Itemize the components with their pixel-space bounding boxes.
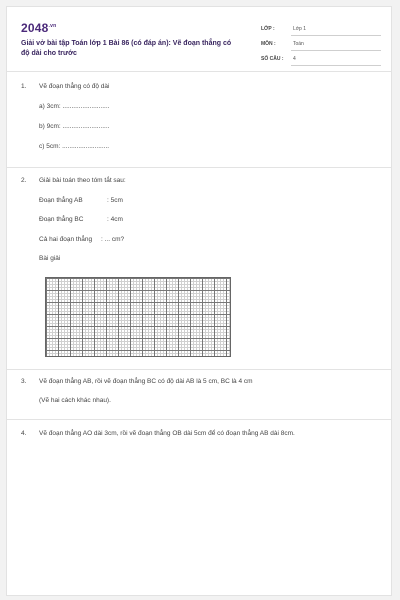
worksheet-header (21, 19, 381, 67)
question-number: 1. (21, 83, 27, 90)
meta-underline (291, 65, 381, 66)
question-text: Vẽ đoạn thẳng AB, rồi vẽ đoạn thẳng BC có độ dài AB là 5 cm, BC là 4 cm (39, 378, 253, 385)
meta-value: 4 (293, 56, 296, 62)
meta-row-subject (261, 38, 381, 53)
meta-underline (291, 35, 381, 36)
meta-label: LỚP : (261, 26, 275, 32)
question-note: (Vẽ hai cách khác nhau). (39, 397, 111, 404)
summary-value: : 5cm (107, 197, 123, 204)
site-logo[interactable] (21, 21, 56, 35)
question-number: 4. (21, 430, 27, 437)
answer-line-a: a) 3cm: .......................... (39, 103, 110, 110)
summary-value: : ... cm? (101, 236, 125, 243)
section-divider (7, 167, 391, 168)
header-divider (7, 71, 391, 72)
summary-label: Cả hai đoạn thẳng (39, 236, 93, 243)
meta-row-class (261, 23, 381, 38)
answer-line-b: b) 9cm: .......................... (39, 123, 110, 130)
section-divider (7, 419, 391, 420)
meta-value: Toán (293, 41, 304, 47)
logo-text: 2048 (21, 21, 49, 35)
meta-row-count (261, 53, 381, 68)
question-text: Giải bài toán theo tóm tắt sau: (39, 177, 126, 184)
section-divider (7, 369, 391, 370)
meta-label: SỐ CÂU : (261, 56, 284, 62)
meta-value: Lớp 1 (293, 26, 307, 32)
summary-label: Đoạn thẳng AB (39, 197, 83, 204)
meta-underline (291, 50, 381, 51)
summary-value: : 4cm (107, 216, 123, 223)
answer-grid (45, 277, 231, 357)
question-text: Vẽ đoạn thẳng có độ dài (39, 83, 110, 90)
solution-label: Bài giải (39, 255, 61, 262)
answer-line-c: c) 5cm: .......................... (39, 143, 110, 150)
question-text: Vẽ đoạn thẳng AO dài 3cm, rồi vẽ đoạn thẳng OB dài 5cm để có đoạn thẳng AB dài 8cm. (39, 430, 295, 437)
question-number: 3. (21, 378, 27, 385)
worksheet-title: Giải vở bài tập Toán lớp 1 Bài 86 (có đáp án): Vẽ đoạn thẳng có độ dài cho trước (21, 40, 232, 57)
meta-panel (261, 23, 381, 68)
question-number: 2. (21, 177, 27, 184)
summary-label: Đoạn thẳng BC (39, 216, 84, 223)
worksheet-page (6, 6, 392, 596)
logo-suffix: .vn (48, 23, 57, 29)
meta-label: MÔN : (261, 41, 276, 47)
